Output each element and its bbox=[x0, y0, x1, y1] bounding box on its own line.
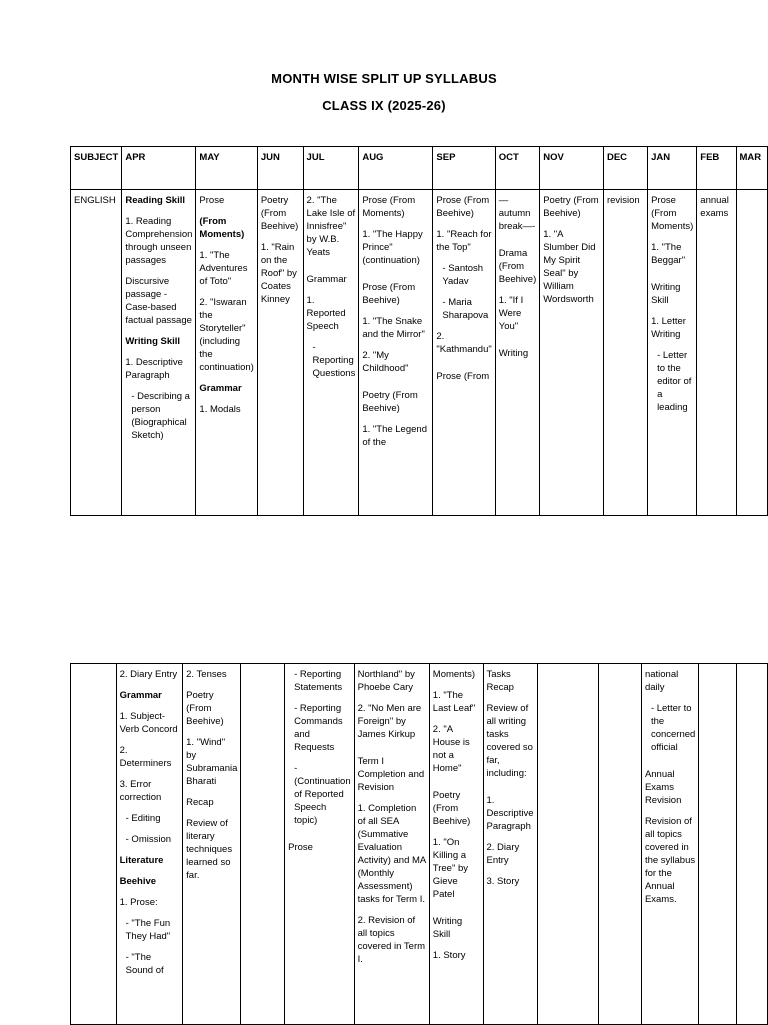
syllabus-item: Prose (From bbox=[436, 371, 490, 382]
syllabus-item: 2. "Iswaran the Storyteller" (including the continuation) bbox=[199, 297, 254, 373]
cell-jul bbox=[303, 190, 359, 516]
cell-apr bbox=[122, 190, 196, 516]
syllabus-item: 1. "The Snake and the Mirror" bbox=[362, 316, 425, 340]
syllabus-item: - Santosh Yadav bbox=[442, 263, 484, 287]
header-cell: MAR bbox=[736, 147, 767, 190]
cell-jun bbox=[241, 664, 285, 1025]
cell-nov bbox=[537, 664, 599, 1025]
syllabus-item: Writing Skill bbox=[651, 282, 681, 306]
cell-oct bbox=[483, 664, 537, 1025]
page-title: MONTH WISE SPLIT UP SYLLABUS bbox=[271, 71, 497, 86]
header-cell: JAN bbox=[648, 147, 697, 190]
syllabus-item: - Editing bbox=[125, 813, 161, 824]
syllabus-item: 1. "Wind" by Subramania Bharati bbox=[186, 737, 238, 787]
header-cell: MAY bbox=[196, 147, 257, 190]
syllabus-item: 1. Reading Comprehension through unseen passages bbox=[125, 216, 193, 266]
syllabus-item: Revision of all topics covered in the syllabus for the Annual Exams. bbox=[644, 816, 696, 905]
syllabus-item: 1. "The Beggar" bbox=[651, 242, 686, 266]
syllabus-item: 2. "My Childhood" bbox=[362, 350, 409, 374]
table-row bbox=[71, 190, 768, 516]
cell-jan bbox=[648, 190, 697, 516]
syllabus-item: Northland" by Phoebe Cary bbox=[357, 669, 415, 693]
syllabus-item: 1. "The Happy Prince" (continuation) bbox=[362, 229, 423, 266]
syllabus-item: 1. "The Last Leaf" bbox=[432, 690, 476, 714]
syllabus-item: Annual Exams Revision bbox=[644, 769, 682, 806]
header-cell: SUBJECT bbox=[71, 147, 122, 190]
header-cell: JUN bbox=[257, 147, 303, 190]
syllabus-item: Writing bbox=[498, 348, 529, 359]
syllabus-item: Prose (From Moments) bbox=[362, 195, 416, 219]
syllabus-item: - Maria Sharapova bbox=[442, 297, 489, 321]
header-row bbox=[71, 147, 768, 190]
header-cell: SEP bbox=[433, 147, 495, 190]
syllabus-item: - Letter to the concerned official bbox=[650, 703, 696, 753]
syllabus-item: 1. Reported Speech bbox=[306, 295, 346, 332]
syllabus-item: Discursive passage - Case-based factual passage bbox=[125, 276, 192, 326]
syllabus-item: 3. Story bbox=[486, 876, 520, 887]
cell-jan bbox=[641, 664, 698, 1025]
syllabus-item: - "The Fun They Had" bbox=[125, 918, 171, 942]
syllabus-item: 1. "The Adventures of Toto" bbox=[199, 250, 248, 287]
syllabus-item: Poetry (From Beehive) bbox=[186, 690, 224, 727]
cell-subject bbox=[71, 664, 117, 1025]
cell-jun bbox=[257, 190, 303, 516]
syllabus-item: 2. "No Men are Foreign" by James Kirkup bbox=[357, 703, 422, 740]
syllabus-item: —autumn break—- bbox=[498, 195, 536, 232]
syllabus-item: 2. "The Lake Isle of Innisfree" by W.B. Yeats bbox=[306, 195, 356, 258]
syllabus-item: Reading Skill bbox=[125, 195, 185, 206]
syllabus-item: Literature bbox=[119, 855, 164, 866]
syllabus-item: 1. "Reach for the Top" bbox=[436, 229, 492, 253]
syllabus-item: 1. "Rain on the Roof" by Coates Kinney bbox=[260, 242, 297, 305]
header-cell: JUL bbox=[303, 147, 359, 190]
syllabus-item: Prose (From Moments) bbox=[651, 195, 694, 232]
header-cell: APR bbox=[122, 147, 196, 190]
cell-apr bbox=[116, 664, 183, 1025]
syllabus-item: Poetry (From Beehive) bbox=[543, 195, 599, 219]
header-cell: NOV bbox=[540, 147, 604, 190]
table-row bbox=[71, 664, 768, 1025]
syllabus-item: Recap bbox=[186, 797, 214, 808]
cell-dec bbox=[603, 190, 647, 516]
syllabus-item: Beehive bbox=[119, 876, 157, 887]
syllabus-item: revision bbox=[606, 195, 640, 206]
cell-oct bbox=[495, 190, 539, 516]
syllabus-item: Tasks Recap bbox=[486, 669, 514, 693]
syllabus-item: national daily bbox=[644, 669, 679, 693]
syllabus-item: Prose (From Beehive) bbox=[362, 282, 416, 306]
cell-may bbox=[183, 664, 241, 1025]
cell-dec bbox=[599, 664, 642, 1025]
syllabus-item: Writing Skill bbox=[125, 336, 181, 347]
syllabus-item: 2. "A House is not a Home" bbox=[432, 724, 470, 774]
cell-sep bbox=[433, 190, 495, 516]
syllabus-item: 2. Tenses bbox=[186, 669, 227, 680]
syllabus-table-page-2 bbox=[70, 663, 768, 1025]
cell-mar bbox=[737, 664, 768, 1025]
syllabus-item: ENGLISH bbox=[74, 195, 116, 206]
syllabus-table-page-1 bbox=[70, 146, 768, 516]
syllabus-item: (From Moments) bbox=[199, 216, 245, 240]
syllabus-item: annual exams bbox=[700, 195, 729, 219]
syllabus-item: 2. Revision of all topics covered in Term I. bbox=[357, 915, 426, 965]
syllabus-item: 1. "If I Were You" bbox=[498, 295, 524, 332]
syllabus-item: 2. "Kathmandu" bbox=[436, 331, 492, 355]
syllabus-item: - Omission bbox=[125, 834, 172, 845]
syllabus-item: 1. Letter Writing bbox=[651, 316, 686, 340]
cell-feb bbox=[697, 190, 736, 516]
cell-aug bbox=[359, 190, 433, 516]
cell-jul bbox=[285, 664, 355, 1025]
cell-aug bbox=[354, 664, 429, 1025]
header-cell: AUG bbox=[359, 147, 433, 190]
syllabus-item: Poetry (From Beehive) bbox=[432, 790, 471, 827]
syllabus-item: - (Continuation of Reported Speech topic) bbox=[294, 763, 351, 826]
syllabus-item: Review of all writing tasks covered so far, including: bbox=[486, 703, 533, 779]
syllabus-item: 2. Determiners bbox=[119, 745, 172, 769]
syllabus-item: Poetry (From Beehive) bbox=[362, 390, 418, 414]
syllabus-item: 2. Diary Entry bbox=[486, 842, 520, 866]
header-cell: OCT bbox=[495, 147, 539, 190]
syllabus-item: 1. Completion of all SEA (Summative Evaluation Activity) and MA (Monthly Assessment) tasks for Term I. bbox=[357, 803, 426, 905]
cell-feb bbox=[699, 664, 737, 1025]
header-cell: DEC bbox=[603, 147, 647, 190]
syllabus-item: Prose bbox=[288, 842, 313, 853]
syllabus-item: Grammar bbox=[306, 274, 347, 285]
syllabus-item: Moments) bbox=[432, 669, 476, 680]
syllabus-item: Term I Completion and Revision bbox=[357, 756, 425, 793]
cell-subject bbox=[71, 190, 122, 516]
cell-sep bbox=[429, 664, 483, 1025]
syllabus-item: 1. Prose: bbox=[119, 897, 158, 908]
syllabus-item: Grammar bbox=[119, 690, 162, 701]
syllabus-item: 1. "The Legend of the bbox=[362, 424, 427, 448]
syllabus-item: 1. "On Killing a Tree" by Gieve Patel bbox=[432, 837, 469, 900]
syllabus-item: Prose (From Beehive) bbox=[436, 195, 490, 219]
syllabus-item: Grammar bbox=[199, 383, 242, 394]
syllabus-item: - Reporting Questions bbox=[312, 342, 356, 379]
page-subtitle: CLASS IX (2025-26) bbox=[322, 98, 446, 113]
syllabus-item: - Letter to the editor of a leading bbox=[657, 350, 692, 413]
header-cell: FEB bbox=[697, 147, 736, 190]
syllabus-item: 3. Error correction bbox=[119, 779, 162, 803]
syllabus-item: 2. Diary Entry bbox=[119, 669, 178, 680]
syllabus-item: Review of literary techniques learned so far. bbox=[186, 818, 233, 881]
syllabus-item: 1. Descriptive Paragraph bbox=[486, 795, 534, 832]
syllabus-item: 1. Story bbox=[432, 950, 466, 961]
cell-may bbox=[196, 190, 257, 516]
cell-nov bbox=[540, 190, 604, 516]
cell-mar bbox=[736, 190, 767, 516]
syllabus-item: - "The Sound of bbox=[125, 952, 164, 976]
syllabus-item: Prose bbox=[199, 195, 225, 206]
syllabus-item: - Describing a person (Biographical Sketch) bbox=[131, 391, 190, 441]
syllabus-item: 1. Modals bbox=[199, 404, 241, 415]
syllabus-item: 1. "A Slumber Did My Spirit Seal" by William Wordsworth bbox=[543, 229, 596, 305]
syllabus-item: 1. Descriptive Paragraph bbox=[125, 357, 183, 381]
syllabus-item: Writing Skill bbox=[432, 916, 463, 940]
syllabus-item: 1. Subject-Verb Concord bbox=[119, 711, 178, 735]
syllabus-item: Poetry (From Beehive) bbox=[260, 195, 299, 232]
syllabus-item: - Reporting Statements bbox=[294, 669, 343, 693]
syllabus-item: Drama (From Beehive) bbox=[498, 248, 537, 285]
syllabus-item: - Reporting Commands and Requests bbox=[294, 703, 343, 753]
